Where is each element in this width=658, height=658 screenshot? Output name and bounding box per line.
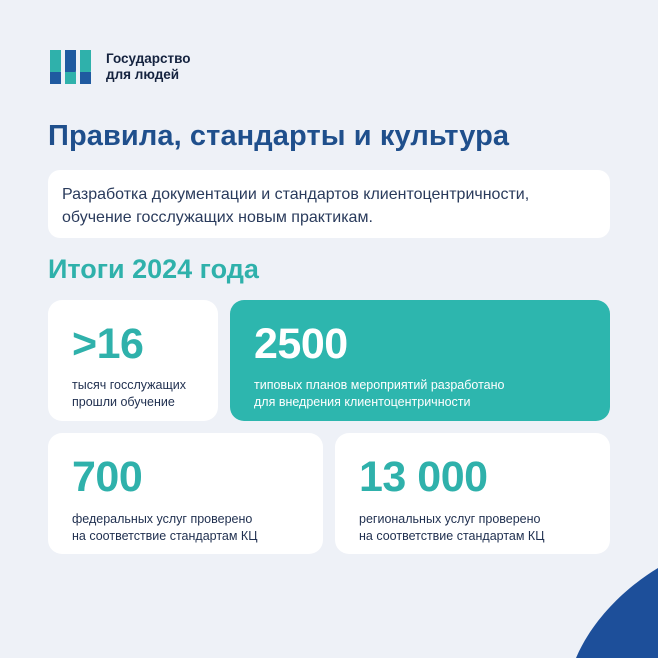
stat-value: 13 000 xyxy=(359,453,488,501)
stat-caption-line-2: на соответствие стандартам КЦ xyxy=(359,529,545,543)
page-title: Правила, стандарты и культура xyxy=(48,120,510,152)
description-box xyxy=(48,170,610,238)
stat-caption-line-1: типовых планов мероприятий разработано xyxy=(254,378,505,392)
stat-card-plans xyxy=(230,300,610,421)
brand-logo xyxy=(48,48,191,86)
stat-caption-line-2: на соответствие стандартам КЦ xyxy=(72,529,258,543)
stat-caption-line-1: федеральных услуг проверено xyxy=(72,512,253,526)
stat-caption-line-2: для внедрения клиентоцентричности xyxy=(254,395,471,409)
stat-caption-line-1: тысяч госслужащих xyxy=(72,378,186,392)
corner-decoration xyxy=(548,548,658,658)
stat-value: >16 xyxy=(72,320,144,368)
stat-card-trained xyxy=(48,300,218,421)
stat-value: 2500 xyxy=(254,320,348,368)
results-heading: Итоги 2024 года xyxy=(48,254,259,284)
stat-value: 700 xyxy=(72,453,143,501)
stat-caption-line-1: региональных услуг проверено xyxy=(359,512,541,526)
brand-line-1: Государство xyxy=(106,51,191,66)
description-line-2: обучение госслужащих новым практикам. xyxy=(62,209,373,226)
stat-caption-line-2: прошли обучение xyxy=(72,395,175,409)
brand-mark-icon xyxy=(48,48,94,86)
brand-line-2: для людей xyxy=(106,67,180,82)
stat-card-federal xyxy=(48,433,323,554)
description-line-1: Разработка документации и стандартов клиентоцентричности, xyxy=(62,186,530,203)
stat-card-regional xyxy=(335,433,610,554)
brand-name xyxy=(106,51,191,83)
